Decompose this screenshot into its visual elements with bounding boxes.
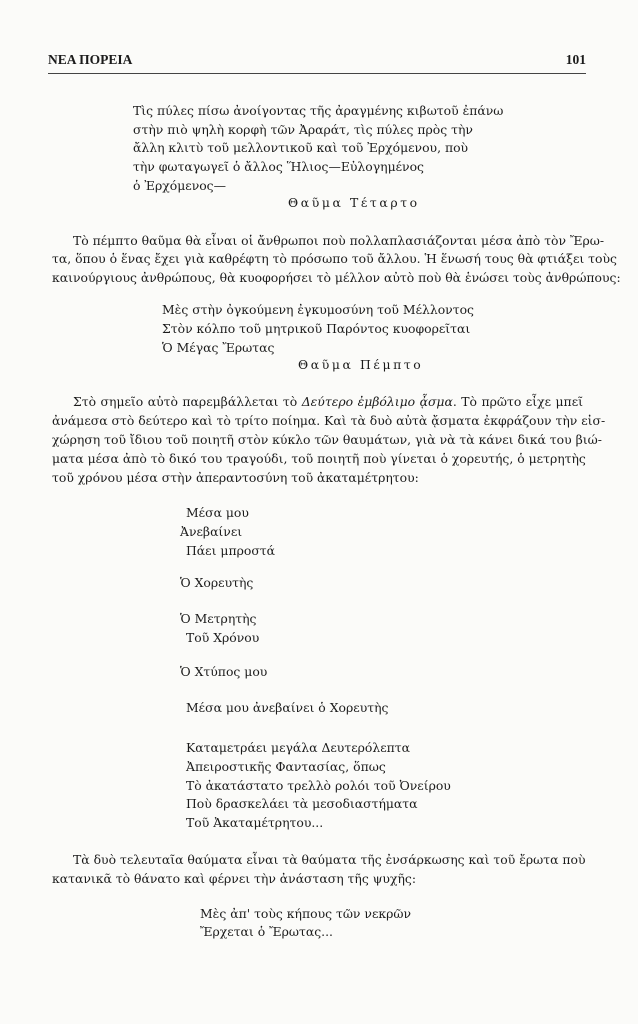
paragraph-line: κατανικᾶ τὸ θάνατο καὶ φέρνει τὴν ἀνάσταση τῆς ψυχῆς: xyxy=(52,871,417,886)
poem-line: Ὁ Μετρητὴς xyxy=(180,611,257,626)
poem-line: Ὁ Χτύπος μου xyxy=(180,664,268,679)
section-title: Θαῦμα Πέμπτο xyxy=(298,357,424,372)
paragraph-line: ματα μέσα ἀπὸ τὸ δικό του τραγούδι, τοῦ ποιητῆ ποὺ γίνεται ὁ χορευτής, ὁ μετρητὴς xyxy=(52,451,586,466)
poem-line: Ἀπειροστικῆς Φαντασίας, ὅπως xyxy=(186,759,386,774)
poem-line: Ἔρχεται ὁ Ἔρωτας... xyxy=(200,924,333,939)
paragraph-line: τα, ὅπου ὁ ἕνας ἔχει γιὰ καθρέφτη τὸ πρόσωπο τοῦ ἄλλου. Ἡ ἕνωσή τους θὰ φτιάξει τοὺς xyxy=(52,251,617,266)
poem-line: τὴν φωταγωγεῖ ὁ ἄλλος Ἥλιος—Εὐλογημένος xyxy=(133,159,424,174)
poem-line: Μὲς στὴν ὀγκούμενη ἐγκυμοσύνη τοῦ Μέλλοντος xyxy=(162,302,474,317)
poem-line: Καταμετράει μεγάλα Δευτερόλεπτα xyxy=(186,740,410,755)
poem-line: Μὲς ἀπ' τοὺς κήπους τῶν νεκρῶν xyxy=(200,906,412,921)
poem-line: Τὸ ἀκατάστατο τρελλὸ ρολόι τοῦ Ὀνείρου xyxy=(186,778,451,793)
section-title: Θαῦμα Τέταρτο xyxy=(288,195,420,210)
paragraph-line: τοῦ χρόνου μέσα στὴν ἀπεραντοσύνη τοῦ ἀκαταμέτρητου: xyxy=(52,470,419,485)
poem-line: Ἀνεβαίνει xyxy=(180,524,243,539)
poem-line: Στὸν κόλπο τοῦ μητρικοῦ Παρόντος κυοφορεῖται xyxy=(162,321,471,336)
poem-line: ὁ Ἐρχόμενος— xyxy=(133,178,227,193)
poem-line: Τὶς πύλες πίσω ἀνοίγοντας τῆς ἀραγμένης κιβωτοῦ ἐπάνω xyxy=(133,103,504,118)
poem-line: Ὁ Χορευτὴς xyxy=(180,575,254,590)
paragraph-line: Τὰ δυὸ τελευταῖα θαύματα εἶναι τὰ θαύματα τῆς ἐνσάρκωσης καὶ τοῦ ἔρωτα ποὺ xyxy=(73,852,586,867)
page-number: 101 xyxy=(565,52,586,67)
poem-line: στὴν πιὸ ψηλὴ κορφὴ τῶν Ἀραράτ, τὶς πύλες πρὸς τὴν xyxy=(133,122,473,137)
poem-line: Ὁ Μέγας Ἔρωτας xyxy=(162,340,275,355)
poem-line: Μέσα μου xyxy=(186,505,249,520)
paragraph-line: ἀνάμεσα στὸ δεύτερο καὶ τὸ τρίτο ποίημα. Καὶ τὰ δυὸ αὐτὰ ᾄσματα ἐκφράζουν τὴν εἰσ- xyxy=(52,413,606,428)
poem-line: Πάει μπροστά xyxy=(186,543,276,558)
paragraph-line: Στὸ σημεῖο αὐτὸ παρεμβάλλεται τὸ Δεύτερο ἐμβόλιμο ᾆσμα. Τὸ πρῶτο εἶχε μπεῖ xyxy=(73,394,583,409)
paragraph-line: χώρηση τοῦ ἴδιου τοῦ ποιητῆ στὸν κύκλο τῶν θαυμάτων, γιὰ νὰ τὰ κάνει δικά του βιώ- xyxy=(52,432,602,447)
header-rule xyxy=(48,73,586,74)
poem-line: Ποὺ δρασκελάει τὰ μεσοδιαστήματα xyxy=(186,796,418,811)
paragraph-line: Τὸ πέμπτο θαῦμα θὰ εἶναι οἱ ἄνθρωποι ποὺ πολλαπλασιάζονται μέσα ἀπὸ τὸν Ἔρω- xyxy=(73,233,605,248)
poem-line: Τοῦ Ἀκαταμέτρητου... xyxy=(186,815,324,830)
poem-line: Τοῦ Χρόνου xyxy=(186,630,260,645)
italic-title: Δεύτερο ἐμβόλιμο ᾆσμα xyxy=(301,394,453,409)
journal-title: ΝΕΑ ΠΟΡΕΙΑ xyxy=(48,52,133,67)
poem-line: Μέσα μου ἀνεβαίνει ὁ Χορευτὴς xyxy=(186,700,389,715)
running-header xyxy=(48,52,586,68)
poem-line: ἄλλη κλιτὺ τοῦ μελλοντικοῦ καὶ τοῦ Ἐρχόμενου, ποὺ xyxy=(133,140,469,155)
paragraph-line: καινούργιους ἀνθρώπους, θὰ κυοφορήσει τὸ μέλλον αὐτὸ ποὺ θὰ ἑνώσει τοὺς ἀνθρώπους: xyxy=(52,270,621,285)
